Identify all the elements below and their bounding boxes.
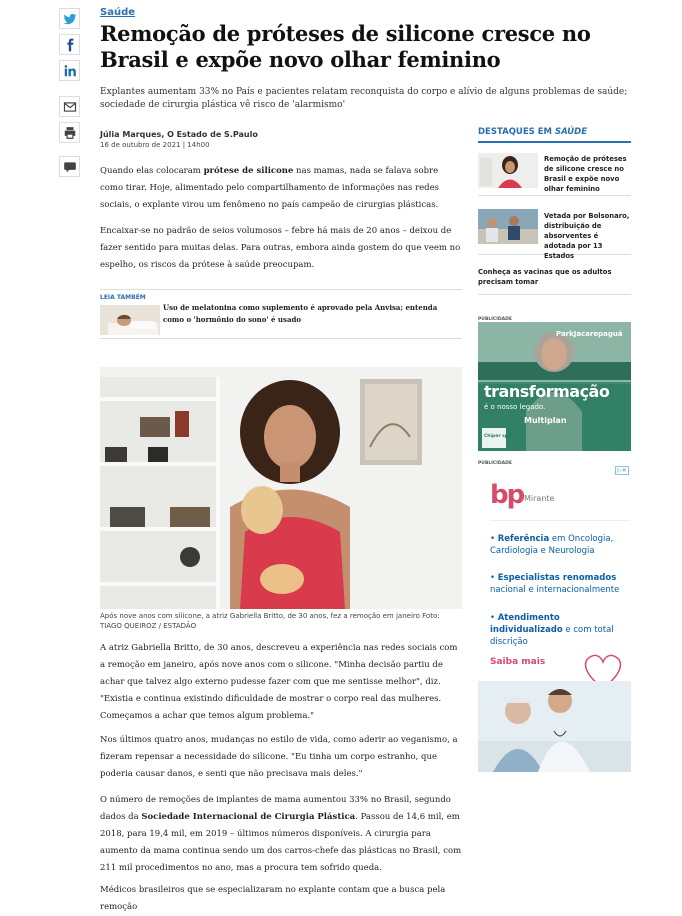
print-button[interactable]	[59, 122, 80, 143]
ad-company: Multiplan	[524, 416, 567, 425]
print-icon	[63, 126, 77, 140]
ad-cta-button[interactable]: Saiba mais	[490, 657, 546, 667]
comments-button[interactable]	[59, 156, 80, 177]
article-subtitle: Explantes aumentam 33% no País e pacientes relatam reconquista do corpo e alívio de alguns problemas de saúde; sociedade de cirurgia plástica vê risco de 'alarmismo'	[100, 87, 628, 110]
sidebar-item-thumbnail	[478, 209, 538, 244]
advertisement-multiplan[interactable]	[478, 322, 631, 451]
read-also-label: LEIA TAMBÉM	[100, 294, 146, 301]
advertising-label: PUBLICIDADE	[478, 461, 512, 466]
bp-logo-icon: bp	[490, 480, 524, 510]
ad-bullet-strong: Referência	[497, 534, 550, 544]
ad-bullet-strong: Atendimento individualizado	[490, 613, 563, 635]
ad-bullet-text: e com total discrição	[490, 625, 614, 647]
ad-bullet: • Referência em Oncologia, Cardiologia e Neurologia	[490, 534, 614, 556]
sidebar-item[interactable]	[478, 148, 631, 196]
facebook-share-button[interactable]	[59, 34, 80, 55]
sidebar-item-text: Remoção de próteses de silicone cresce no Brasil e expõe novo olhar feminino	[544, 155, 627, 193]
ad-choices-icon[interactable]: ▷✕	[615, 466, 629, 475]
ad-headline: transformação	[484, 382, 610, 401]
sidebar-item[interactable]	[478, 205, 631, 260]
twitter-share-button[interactable]	[59, 8, 80, 29]
article-paragraph: Encaixar-se no padrão de seios volumosos – febre há mais de 20 anos – deixou de fazer sentido para muitas delas. Para outras, embora ainda gostem do que veem no espelho, os riscos da prótese à saúde preocupam.	[100, 226, 461, 270]
article-paragraph: A atriz Gabriella Britto, de 30 anos, descreveu a experiência nas redes sociais com a remoção em janeiro, após nove anos com o silicone. "Minha decisão partiu de achar que talvez algo externo pudesse fazer com que me sentisse melhor", diz. "Existia e continua existindo dificuldade de mostrar o corpo real das mulheres. Começamos a achar que temos algum problema."	[100, 643, 458, 721]
ad-brand: ParkJacarepaguá	[556, 330, 623, 338]
photo-caption: Após nove anos com silicone, a atriz Gabriella Britto, de 30 anos, fez a remoção em janeiro Foto: TIAGO QUEIROZ / ESTADÃO	[100, 612, 440, 630]
society-link[interactable]: Sociedade Internacional de Cirurgia Plástica	[141, 812, 356, 822]
ad-badge: Chiper spol	[484, 434, 513, 439]
ad-brand: Mirante	[524, 494, 555, 503]
ad-bullet-text: em Oncologia, Cardiologia e Neurologia	[490, 534, 614, 556]
paragraph-text: . Passou de 14,6 mil, em 2018, para 19,4 mil, em 2019 – últimos números disponíveis. A cirurgia para aumento da mama continua sendo um dos carros-chefe das plásticas no Brasil, com 211 mil procedimentos no ano, mas a procura tem sofrido queda.	[100, 812, 462, 873]
sidebar-heading-text: DESTAQUES EM	[478, 127, 555, 137]
read-also-thumbnail	[100, 305, 160, 335]
article-paragraph: Médicos brasileiros que se especializaram no explante contam que a busca pela remoção	[100, 885, 446, 912]
ad-doctor-image	[478, 681, 631, 772]
ad-bullet-text: nacional e internacionalmente	[490, 585, 620, 595]
section-link[interactable]: Saúde	[100, 7, 136, 18]
email-share-button[interactable]	[59, 96, 80, 117]
paragraph-text: O número de remoções de implantes de mama aumentou 33% no Brasil, segundo dados da	[100, 795, 451, 822]
sidebar-item-text: Vetada por Bolsonaro, distribuição de absorventes é adotada por 13 Estados	[544, 212, 630, 260]
advertisement-hospital[interactable]	[478, 466, 631, 772]
sidebar-item[interactable]	[478, 262, 631, 295]
paragraph-text: Quando elas colocaram	[100, 166, 204, 176]
advertising-label: PUBLICIDADE	[478, 317, 512, 322]
ad-bullet: • Especialistas renomados nacional e internacionalmente	[490, 573, 620, 595]
article-paragraph: Nos últimos quatro anos, mudanças no estilo de vida, como aderir ao veganismo, a fizeram repensar a necessidade do silicone. "Eu tinha um corpo estranho, que poderia causar danos, e senti que não precisava mais deles."	[100, 735, 458, 779]
linkedin-share-button[interactable]	[59, 60, 80, 81]
facebook-icon	[63, 38, 77, 52]
article-paragraph	[100, 163, 462, 214]
article-title: Remoção de próteses de silicone cresce no Brasil e expõe novo olhar feminino	[100, 21, 591, 72]
article-photo	[100, 367, 462, 609]
ad-bullet-strong: Especialistas renomados	[497, 573, 617, 583]
paragraph-text: nas mamas, nada se falava sobre como tirar. Hoje, alimentado pelo compartilhamento de informações nas redes sociais, o explante virou um fenômeno no país campeão de cirurgias plásticas.	[100, 166, 440, 210]
twitter-icon	[63, 12, 77, 26]
sidebar-heading-section[interactable]: SAÚDE	[554, 127, 588, 137]
prosthesis-link[interactable]: prótese de silicone	[203, 166, 294, 176]
read-also-box[interactable]	[100, 289, 462, 339]
share-bar	[59, 8, 80, 182]
comment-icon	[63, 160, 77, 174]
sidebar-item-text: Conheça as vacinas que os adultos precisam tomar	[478, 268, 612, 286]
article-date: 16 de outubro de 2021 | 14h00	[100, 141, 210, 149]
article-author[interactable]: Júlia Marques, O Estado de S.Paulo	[100, 130, 258, 139]
ad-bullet: • Atendimento individualizado e com total discrição	[490, 613, 614, 647]
sidebar-item-thumbnail	[478, 153, 538, 188]
read-also-link[interactable]: Uso de melatonina como suplemento é aprovado pela Anvisa; entenda como o 'hormônio do sono' é usado	[163, 303, 438, 324]
email-icon	[63, 100, 77, 114]
ad-tagline: é o nosso legado.	[484, 403, 546, 411]
linkedin-icon	[63, 64, 77, 78]
sidebar-heading	[478, 127, 631, 143]
article-paragraph	[100, 792, 462, 877]
